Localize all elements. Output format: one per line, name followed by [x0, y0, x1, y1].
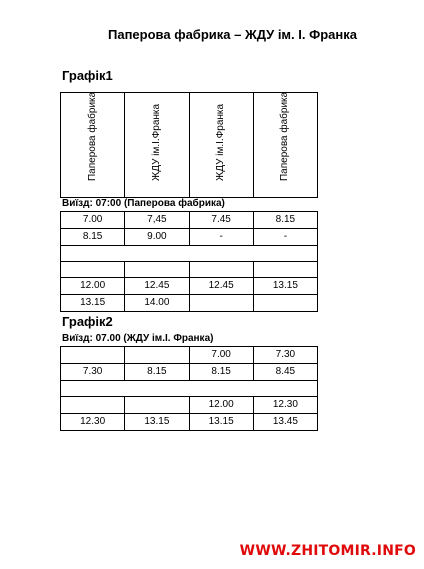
table-cell: -	[189, 229, 253, 246]
table-cell: 7.00	[61, 212, 125, 229]
table-cell: 8.15	[253, 212, 317, 229]
site-watermark: WWW.ZHITOMIR.INFO	[239, 543, 416, 559]
table-cell	[125, 262, 189, 278]
table-cell	[189, 262, 253, 278]
schedule2-table	[60, 346, 318, 431]
page-title: Паперова фабрика – ЖДУ ім. І. Франка	[108, 27, 357, 42]
table-cell: 12.45	[189, 278, 253, 295]
table-cell: 13.15	[125, 414, 189, 431]
schedule1-heading: Графік1	[62, 68, 113, 83]
schedule1-table	[60, 211, 318, 312]
header-cell	[61, 93, 125, 198]
schedule2-heading: Графік2	[62, 314, 113, 329]
table-cell: -	[253, 229, 317, 246]
header-cell	[125, 93, 189, 198]
table-cell: 14.00	[125, 295, 189, 312]
table-cell	[125, 347, 189, 364]
table-row	[61, 347, 318, 364]
table-row	[61, 295, 318, 312]
table-cell	[61, 397, 125, 414]
table-row	[61, 229, 318, 246]
table-cell: 12.45	[125, 278, 189, 295]
table-cell: 12.00	[61, 278, 125, 295]
table-cell: 13.15	[189, 414, 253, 431]
table-row	[61, 381, 318, 397]
table-cell: 13.45	[253, 414, 317, 431]
schedule2-departure: Виїзд: 07.00 (ЖДУ ім.І. Франка)	[62, 333, 214, 344]
table-cell: 8.15	[189, 364, 253, 381]
table-cell	[61, 381, 318, 397]
blank-row	[61, 246, 318, 262]
table-cell	[253, 262, 317, 278]
table-row	[61, 278, 318, 295]
table-cell: 7,45	[125, 212, 189, 229]
table-cell: 12.30	[61, 414, 125, 431]
table-cell: 12.30	[253, 397, 317, 414]
table-cell	[125, 397, 189, 414]
table-cell	[61, 347, 125, 364]
table-cell: 13.15	[61, 295, 125, 312]
table-cell: 8.45	[253, 364, 317, 381]
schedule1-header-table	[60, 92, 318, 198]
table-cell: 12.00	[189, 397, 253, 414]
table-row	[61, 397, 318, 414]
table-cell: 7.30	[61, 364, 125, 381]
table-row	[61, 262, 318, 278]
table-row	[61, 212, 318, 229]
table-cell: 8.15	[125, 364, 189, 381]
table-cell: 9.00	[125, 229, 189, 246]
table-row	[61, 364, 318, 381]
table-cell: 7.45	[189, 212, 253, 229]
table-row	[61, 246, 318, 262]
header-label: Паперова фабрика	[86, 91, 98, 181]
table-cell: 7.30	[253, 347, 317, 364]
header-label: ЖДУ ім.І.Франка	[215, 103, 227, 181]
header-cell	[189, 93, 253, 198]
header-label: Паперова фабрика	[279, 91, 291, 181]
table-cell	[61, 262, 125, 278]
header-label: ЖДУ ім.І.Франка	[150, 103, 162, 181]
header-cell	[253, 93, 317, 198]
table-cell: 8.15	[61, 229, 125, 246]
table-cell: 7.00	[189, 347, 253, 364]
table-row	[61, 414, 318, 431]
table-cell	[189, 295, 253, 312]
table-cell	[253, 295, 317, 312]
schedule1-departure: Виїзд: 07:00 (Паперова фабрика)	[62, 198, 225, 209]
table-cell: 13.15	[253, 278, 317, 295]
